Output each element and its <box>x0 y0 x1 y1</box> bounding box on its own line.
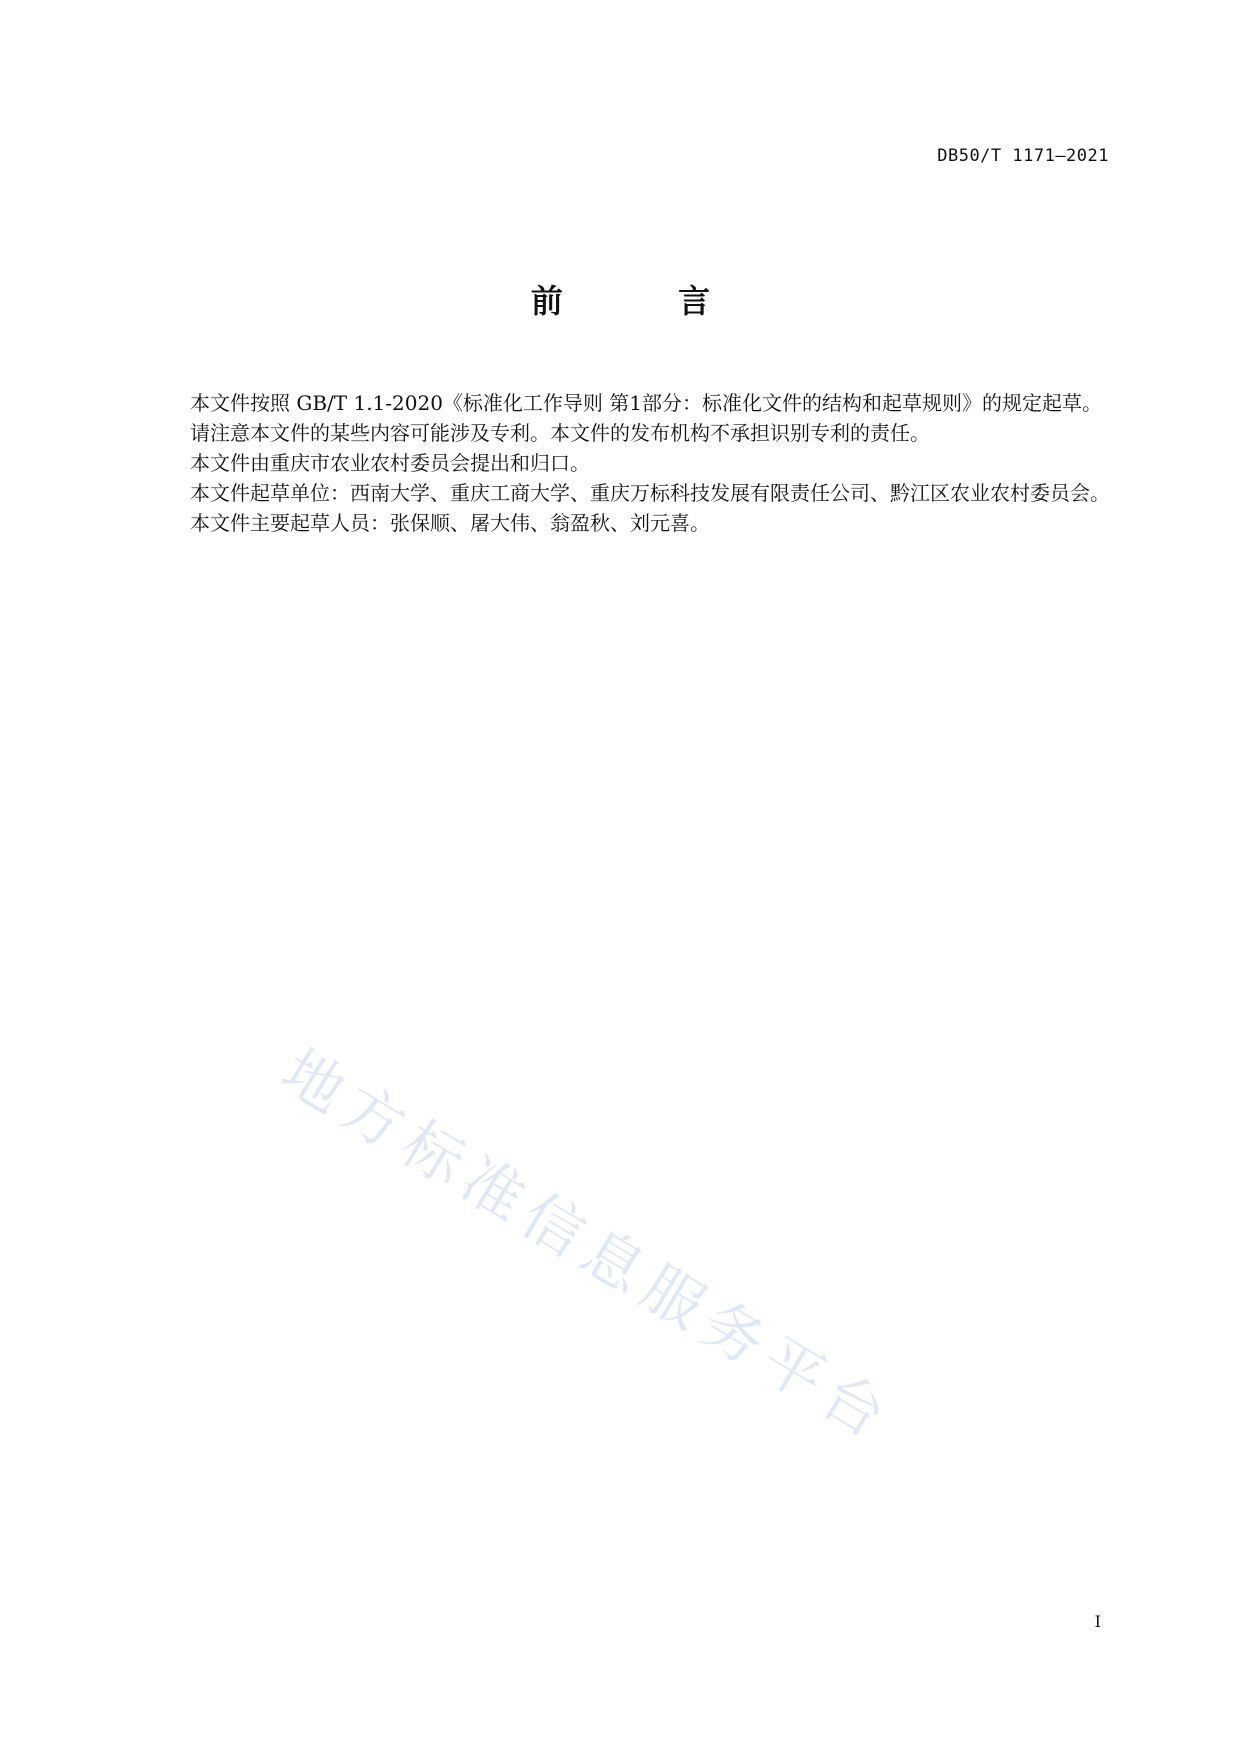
foreword-body <box>150 388 1113 538</box>
paragraph-proposer: 本文件由重庆市农业农村委员会提出和归口。 <box>190 451 590 475</box>
paragraph-drafting-units: 本文件起草单位：西南大学、重庆工商大学、重庆万标科技发展有限责任公司、黔江区农业农村委员会。 <box>190 481 1110 505</box>
document-code: DB50/T 1171—2021 <box>937 146 1109 166</box>
watermark: 地方标准信息服务平台 <box>269 1036 906 1457</box>
paragraph-drafting-rules: 本文件按照 GB/T 1.1-2020《标准化工作导则 第1部分：标准化文件的结构和起草规则》的规定起草。 <box>190 391 1103 415</box>
paragraph-patent-notice: 请注意本文件的某些内容可能涉及专利。本文件的发布机构不承担识别专利的责任。 <box>190 421 930 445</box>
page-number: I <box>1094 1612 1101 1631</box>
paragraph-drafters: 本文件主要起草人员：张保顺、屠大伟、翁盈秋、刘元喜。 <box>190 511 710 535</box>
page-title: 前 言 <box>530 282 763 320</box>
